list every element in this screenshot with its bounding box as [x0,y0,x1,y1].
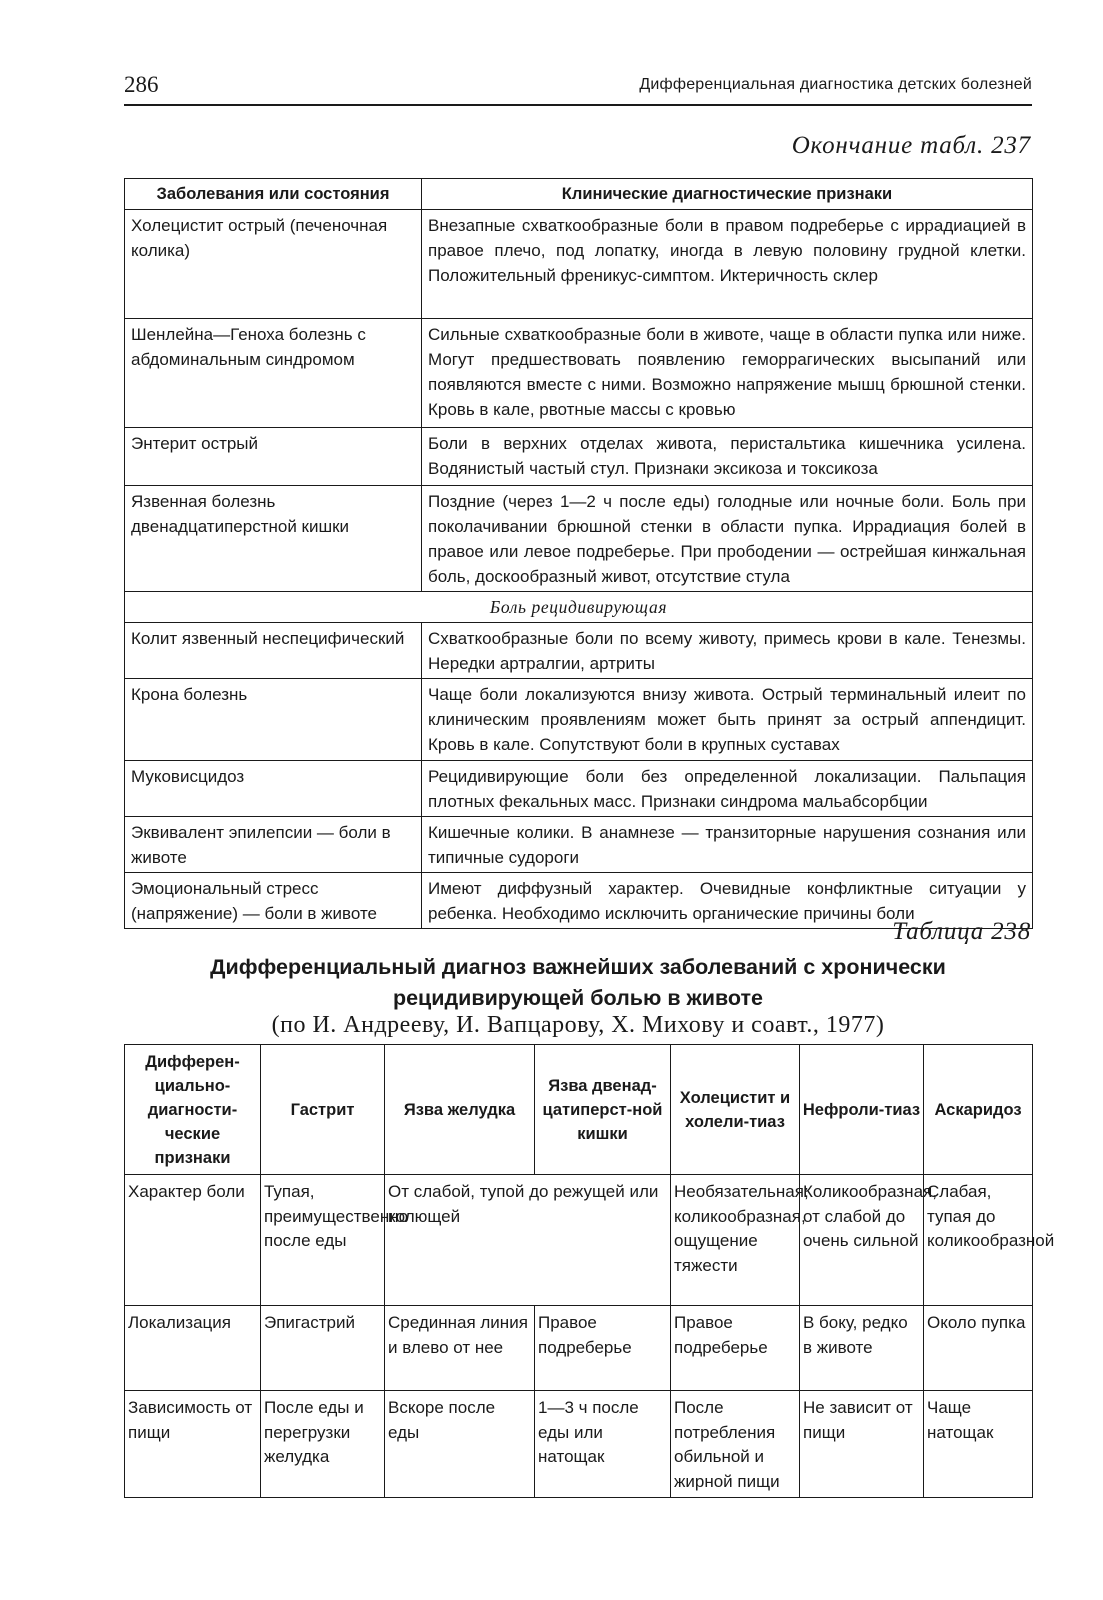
signs-cell: Имеют диффузный характер. Очевидные конфликтные ситуации у ребенка. Необходимо исключить органические причины боли [422,873,1033,929]
table-header-row [125,1045,1033,1175]
table-cell: Срединная линия и влево от нее [385,1306,535,1391]
table-cell: Необязательная; коликообразная, ощущение тяжести [671,1175,800,1306]
table-header-row [125,179,1033,210]
condition-cell: Шенлейна—Геноха болезнь с абдоминальным синдромом [125,319,422,428]
condition-cell: Муковисцидоз [125,761,422,817]
table-238-source: (по И. Андрееву, И. Вапцарову, Х. Михову и соавт., 1977) [271,1012,885,1038]
column-header-condition: Заболевания или состояния [125,179,422,210]
table-cell: Вскоре после еды [385,1391,535,1498]
table-row [125,319,1033,428]
column-header-cholecystitis: Холецистит и холели-тиаз [671,1045,800,1175]
condition-cell: Эквивалент эпилепсии — боли в животе [125,817,422,873]
column-header-gastritis: Гастрит [261,1045,385,1175]
table-cell: После потребления обильной и жирной пищи [671,1391,800,1498]
table-cell: 1—3 ч после еды или натощак [535,1391,671,1498]
table-cell: Около пупка [924,1306,1033,1391]
column-header-signs: Клинические диагностические признаки [422,179,1033,210]
table-238-title: Дифференциальный диагноз важнейших заболеваний с хронически рецидивирующей болью в животе [210,955,946,1010]
running-title: Дифференциальная диагностика детских болезней [639,76,1032,93]
table-row [125,486,1033,592]
table-row [125,1306,1033,1391]
page-header [124,70,1032,106]
table-cell: В боку, редко в животе [800,1306,924,1391]
table-cell: Не зависит от пищи [800,1391,924,1498]
condition-cell: Колит язвенный неспецифический [125,623,422,679]
table-row [125,679,1033,761]
table-row [125,817,1033,873]
column-header-gastric-ulcer: Язва желудка [385,1045,535,1175]
signs-cell: Сильные схваткообразные боли в животе, чаще в области пупка или ниже. Могут предшествовать появлению геморрагических высыпаний или появляются вместе с ними. Возможно напряжение мышц брюшной стенки. Кровь в кале, рвотные массы с кровью [422,319,1033,428]
column-header-ascariasis: Аскаридоз [924,1045,1033,1175]
table-237 [124,178,1033,929]
table-row [125,210,1033,319]
condition-cell: Холецистит острый (печеночная колика) [125,210,422,319]
table-cell: Правое подреберье [535,1306,671,1391]
table-row [125,428,1033,486]
section-label: Боль рецидивирующая [125,592,1033,623]
column-header-duodenal-ulcer: Язва двенад-цатиперст-ной кишки [535,1045,671,1175]
row-label: Зависимость от пищи [125,1391,261,1498]
table-row [125,1175,1033,1306]
row-label: Локализация [125,1306,261,1391]
table-cell: Чаще натощак [924,1391,1033,1498]
condition-cell: Язвенная болезнь двенадцатиперстной кишки [125,486,422,592]
row-label: Характер боли [125,1175,261,1306]
table-238-label: Таблица 238 [892,918,1031,945]
table-238 [124,1044,1055,1498]
column-header-nephrolithiasis: Нефроли-тиаз [800,1045,924,1175]
table-cell: Правое подреберье [671,1306,800,1391]
signs-cell: Боли в верхних отделах живота, перистальтика кишечника усилена. Водянистый частый стул. Признаки эксикоза и токсикоза [422,428,1033,486]
table-237-continuation-caption: Окончание табл. 237 [791,132,1031,159]
table-cell: Коликообразная, от слабой до очень сильной [800,1175,924,1306]
condition-cell: Крона болезнь [125,679,422,761]
table-cell: Тупая, преимущественно после еды [261,1175,385,1306]
signs-cell: Кишечные колики. В анамнезе — транзиторные нарушения сознания или типичные судороги [422,817,1033,873]
condition-cell: Эмоциональный стресс (напряжение) — боли в животе [125,873,422,929]
column-header-criteria: Дифферен-циально-диагности-ческие признаки [125,1045,261,1175]
table-row [125,761,1033,817]
signs-cell: Поздние (через 1—2 ч после еды) голодные или ночные боли. Боль при поколачивании брюшной стенки в области пупка. Иррадиация болей в правое или левое подреберье. При прободении — острейшая кинжальная боль, доскообразный живот, отсутствие стула [422,486,1033,592]
page-number: 286 [124,72,159,97]
table-cell: Слабая, тупая до коликообразной [924,1175,1033,1306]
table-row [125,623,1033,679]
table-cell: От слабой, тупой до режущей или колющей [385,1175,671,1306]
signs-cell: Внезапные схваткообразные боли в правом подреберье с иррадиацией в правое плечо, под лопатку, иногда в левую половину грудной клетки. Положительный френикус-симптом. Иктеричность склер [422,210,1033,319]
signs-cell: Чаще боли локализуются внизу живота. Острый терминальный илеит по клиническим проявлениям может быть принят за острый аппендицит. Кровь в кале. Сопутствуют боли в крупных суставах [422,679,1033,761]
condition-cell: Энтерит острый [125,428,422,486]
signs-cell: Схваткообразные боли по всему животу, примесь крови в кале. Тенезмы. Нередки артралгии, артриты [422,623,1033,679]
signs-cell: Рецидивирующие боли без определенной локализации. Пальпация плотных фекальных масс. Признаки синдрома мальабсорбции [422,761,1033,817]
table-cell: После еды и перегрузки желудка [261,1391,385,1498]
table-row [125,1391,1033,1498]
section-row [125,592,1033,623]
table-cell: Эпигастрий [261,1306,385,1391]
